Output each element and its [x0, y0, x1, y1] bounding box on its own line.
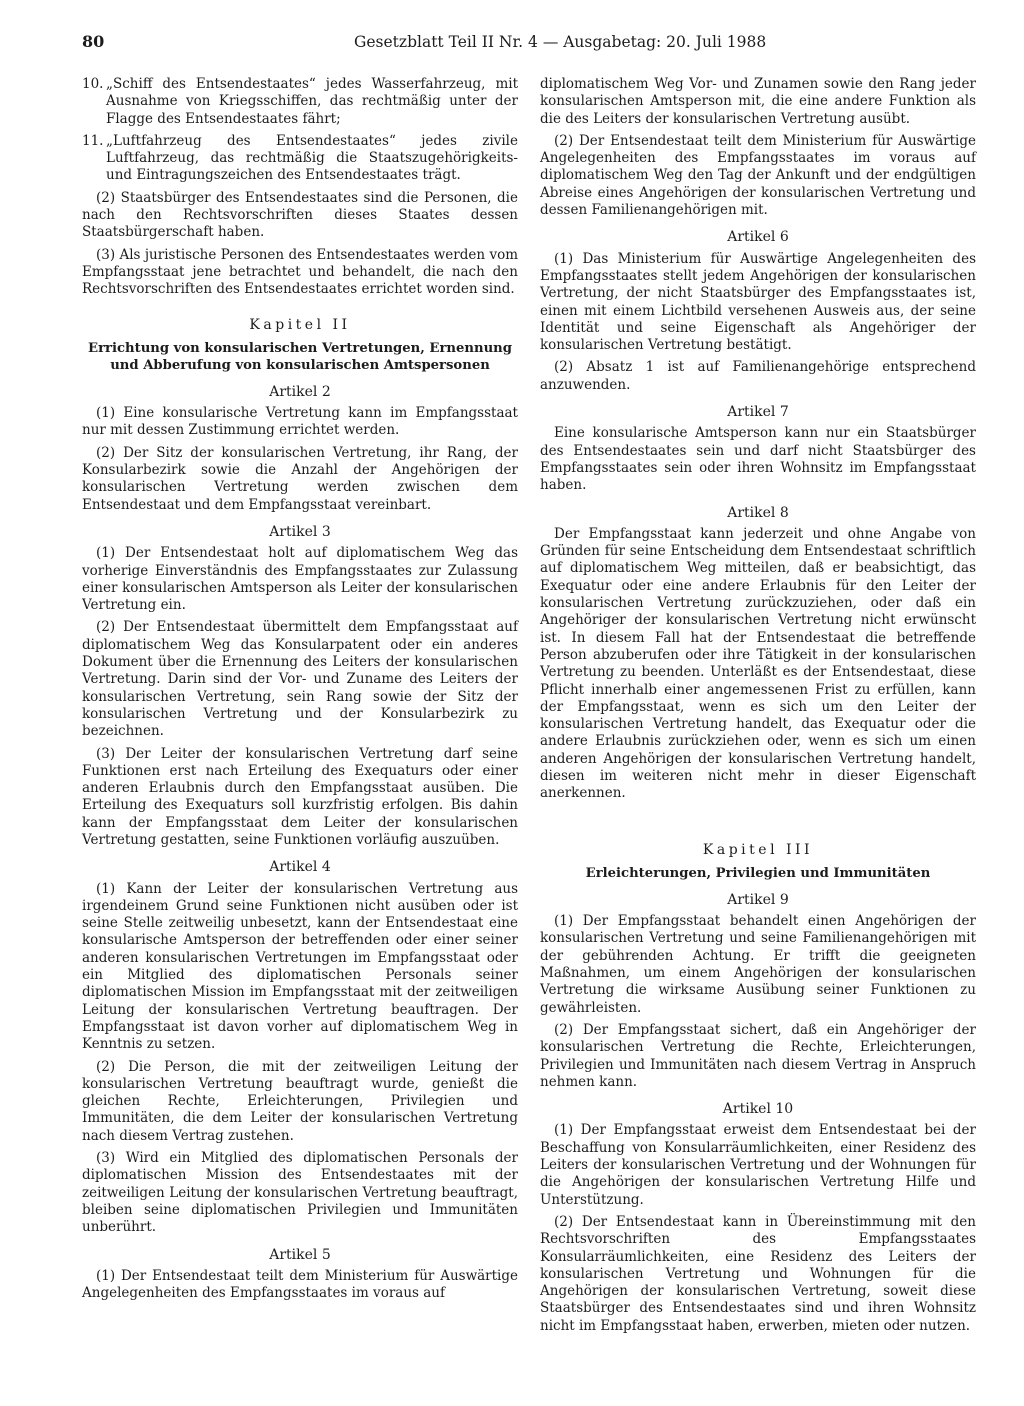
paragraph: (1) Eine konsularische Vertretung kann im Empfangsstaat nur mit dessen Zustimmung errichtet werden. — [82, 405, 518, 439]
article-heading: Artikel 9 — [727, 891, 789, 908]
paragraph: (2) Die Person, die mit der zeitweiligen Leitung der konsularischen Vertretung beauftragt wurde, genießt die gleichen Rechte, Erleichterungen, Privilegien und Immunitäten, die dem Leiter der konsularischen Vertretung nach diesem Vertrag zustehen. — [82, 1058, 518, 1144]
paragraph: (2) Der Entsendestaat teilt dem Ministerium für Auswärtige Angelegenheiten des Empfangsstaates im voraus auf diplomatischem Weg den Tag der Ankunft und der endgültigen Abreise eines Angehörigen der konsularischen Vertretung und dessen Familienangehörigen mit. — [540, 132, 976, 219]
definition-item-10 — [82, 76, 518, 128]
chapter-label: Kapitel II — [249, 316, 351, 333]
running-title: Gesetzblatt Teil II Nr. 4 — Ausgabetag: 20. Juli 1988 — [354, 33, 767, 51]
paragraph: (1) Der Entsendestaat teilt dem Ministerium für Auswärtige Angelegenheiten des Empfangsstaates im voraus auf — [82, 1267, 518, 1302]
paragraph: (2) Staatsbürger des Entsendestaates sind die Personen, die nach den Rechtsvorschriften dieses Staates dessen Staatsbürgerschaft haben. — [82, 189, 518, 241]
definition-item-11 — [82, 133, 518, 185]
article-heading: Artikel 6 — [727, 229, 789, 246]
article-heading: Artikel 2 — [269, 383, 331, 400]
paragraph: (1) Der Entsendestaat holt auf diplomatischem Weg das vorherige Einverständnis des Empfangsstaates zur Zulassung einer konsularischen Amtsperson als Leiter der konsularischen Vertretung ein. — [82, 545, 518, 614]
item-number: 11. — [82, 132, 104, 149]
page-number: 80 — [82, 32, 105, 51]
paragraph: (3) Wird ein Mitglied des diplomatischen Personals der diplomatischen Mission des Entsendestaates mit der zeitweiligen Leitung der konsularischen Vertretung beauftragt, bleiben seine diplomatischen Privilegien und Immunitäten unberührt. — [82, 1150, 518, 1236]
paragraph: Eine konsularische Amtsperson kann nur ein Staatsbürger des Entsendestaates sein und darf nicht Staatsbürger des Empfangsstaates sein oder ihren Wohnsitz im Empfangsstaat haben. — [540, 425, 976, 494]
section-gap — [540, 808, 976, 824]
left-column — [82, 76, 518, 1307]
article-heading: Artikel 7 — [727, 404, 789, 421]
article-heading: Artikel 3 — [269, 523, 331, 540]
article-heading: Artikel 10 — [722, 1101, 794, 1118]
paragraph: (1) Der Empfangsstaat behandelt einen Angehörigen der konsularischen Vertretung und seine Familienangehörigen mit der gebührenden Achtung. Er trifft die geeigneten Maßnahmen, um einem Angehörigen der konsularischen Vertretung die wirksame Ausübung seiner Funktionen zu gewährleisten. — [540, 913, 976, 1016]
item-text: „Luftfahrzeug des Entsendestaates“ jedes zivile Luftfahrzeug, das rechtmäßig die Staatszugehörigkeits- und Eintragungszeichen des Entsendestaates trägt. — [106, 132, 518, 184]
paragraph: (2) Der Entsendestaat übermittelt dem Empfangsstaat auf diplomatischem Weg das Konsularpatent oder ein anderes Dokument über die Ernennung des Leiters der konsularischen Vertretung. Darin sind der Vor- und Zuname des Leiters der konsularischen Vertretung, sein Rang sowie der Sitz der konsularischen Vertretung und der Konsularbezirk zu bezeichnen. — [82, 619, 518, 740]
item-text: „Schiff des Entsendestaates“ jedes Wasserfahrzeug, mit Ausnahme von Kriegsschiffen, das rechtmäßig unter der Flagge des Entsendestaates fährt; — [106, 76, 518, 127]
right-column — [540, 76, 976, 1340]
item-number: 10. — [82, 76, 104, 92]
paragraph: (2) Absatz 1 ist auf Familienangehörige entsprechend anzuwenden. — [540, 359, 976, 393]
paragraph: diplomatischem Weg Vor- und Zunamen sowie den Rang jeder konsularischen Amtsperson mit, die eine andere Funktion als die des Leiters der konsularischen Vertretung ausübt. — [540, 76, 976, 127]
paragraph: (1) Der Empfangsstaat erweist dem Entsendestaat bei der Beschaffung von Konsularräumlichkeiten, einer Residenz des Leiters der konsularischen Vertretung und der Wohnungen für die Angehörigen der konsularischen Vertretung Hilfe und Unterstützung. — [540, 1122, 976, 1208]
chapter-title: Errichtung von konsularischen Vertretungen, Ernennung und Abberufung von konsularischen Amtspersonen — [88, 340, 512, 373]
chapter-label: Kapitel III — [702, 841, 814, 858]
paragraph: (3) Der Leiter der konsularischen Vertretung darf seine Funktionen erst nach Erteilung des Exequaturs oder einer anderen Erlaubnis durch den Empfangsstaat ausüben. Die Erteilung des Exequaturs soll kurzfristig erfolgen. Bis dahin kann der Empfangsstaat dem Leiter der konsularischen Vertretung gestatten, seine Funktionen vorläufig auszuüben. — [82, 745, 518, 848]
paragraph: Der Empfangsstaat kann jederzeit und ohne Angabe von Gründen für seine Entscheidung dem Entsendestaat schriftlich auf diplomatischem Weg mitteilen, daß er beabsichtigt, das Exequatur oder eine andere Erlaubnis für den Leiter der konsularischen Vertretung zurückzuziehen, oder daß ein Angehöriger der konsularischen Vertretung nicht erwünscht ist. In diesem Fall hat der Entsendestaat die betreffende Person abzuberufen oder ihre Tätigkeit in der konsularischen Vertretung zu beenden. Unterläßt es der Entsendestaat, diese Pflicht innerhalb einer angemessenen Frist zu erfüllen, kann der Empfangsstaat, wenn es sich um den Leiter der konsularischen Vertretung handelt, das Exequatur oder die andere Erlaubnis zurückziehen oder, wenn es sich um einen anderen Angehörigen der konsularischen Vertretung handelt, diesen im weiteren nicht mehr in dieser Eigenschaft anerkennen. — [540, 525, 976, 802]
paragraph: (2) Der Entsendestaat kann in Übereinstimmung mit den Rechtsvorschriften des Empfangsstaates Konsularräumlichkeiten, eine Residenz des Leiters der konsularischen Vertretung und Wohnungen für die Angehörigen der konsularischen Vertretung, soweit diese Staatsbürger des Entsendestaates sind und ihren Wohnsitz nicht im Empfangsstaat haben, erwerben, mieten oder nutzen. — [540, 1213, 976, 1334]
chapter-title: Erleichterungen, Privilegien und Immunitäten — [585, 865, 931, 881]
paragraph: (1) Das Ministerium für Auswärtige Angelegenheiten des Empfangsstaates stellt jedem Angehörigen der konsularischen Vertretung, der nicht Staatsbürger des Empfangsstaates ist, einen mit einem Lichtbild versehenen Ausweis aus, der seine Identität und seine Eigenschaft als Angehöriger der konsularischen Vertretung bestätigt. — [540, 250, 976, 354]
paragraph: (2) Der Empfangsstaat sichert, daß ein Angehöriger der konsularischen Vertretung die Rechte, Erleichterungen, Privilegien und Immunitäten nach diesem Vertrag in Anspruch nehmen kann. — [540, 1021, 976, 1090]
paragraph: (3) Als juristische Personen des Entsendestaates werden vom Empfangsstaat jene betrachtet und behandelt, die nach den Rechtsvorschriften des Entsendestaates errichtet worden sind. — [82, 246, 518, 298]
article-heading: Artikel 4 — [269, 859, 331, 876]
paragraph: (2) Der Sitz der konsularischen Vertretung, ihr Rang, der Konsularbezirk sowie die Anzahl der Angehörigen der konsularischen Vertretung werden zwischen dem Entsendestaat und dem Empfangsstaat vereinbart. — [82, 444, 518, 513]
article-heading: Artikel 5 — [269, 1246, 331, 1263]
paragraph: (1) Kann der Leiter der konsularischen Vertretung aus irgendeinem Grund seine Funktionen nicht ausüben oder ist seine Stelle zeitweilig unbesetzt, kann der Entsendestaat eine konsularische Amtsperson der betreffenden oder einer seiner anderen konsularischen Vertretungen im Empfangsstaat oder ein Mitglied des diplomatischen Personals seiner diplomatischen Mission im Empfangsstaat mit der zeitweiligen Leitung der konsularischen Vertretung beauftragen. Der Empfangsstaat ist davon vorher auf diplomatischem Weg in Kenntnis zu setzen. — [82, 880, 518, 1053]
article-heading: Artikel 8 — [727, 504, 789, 521]
